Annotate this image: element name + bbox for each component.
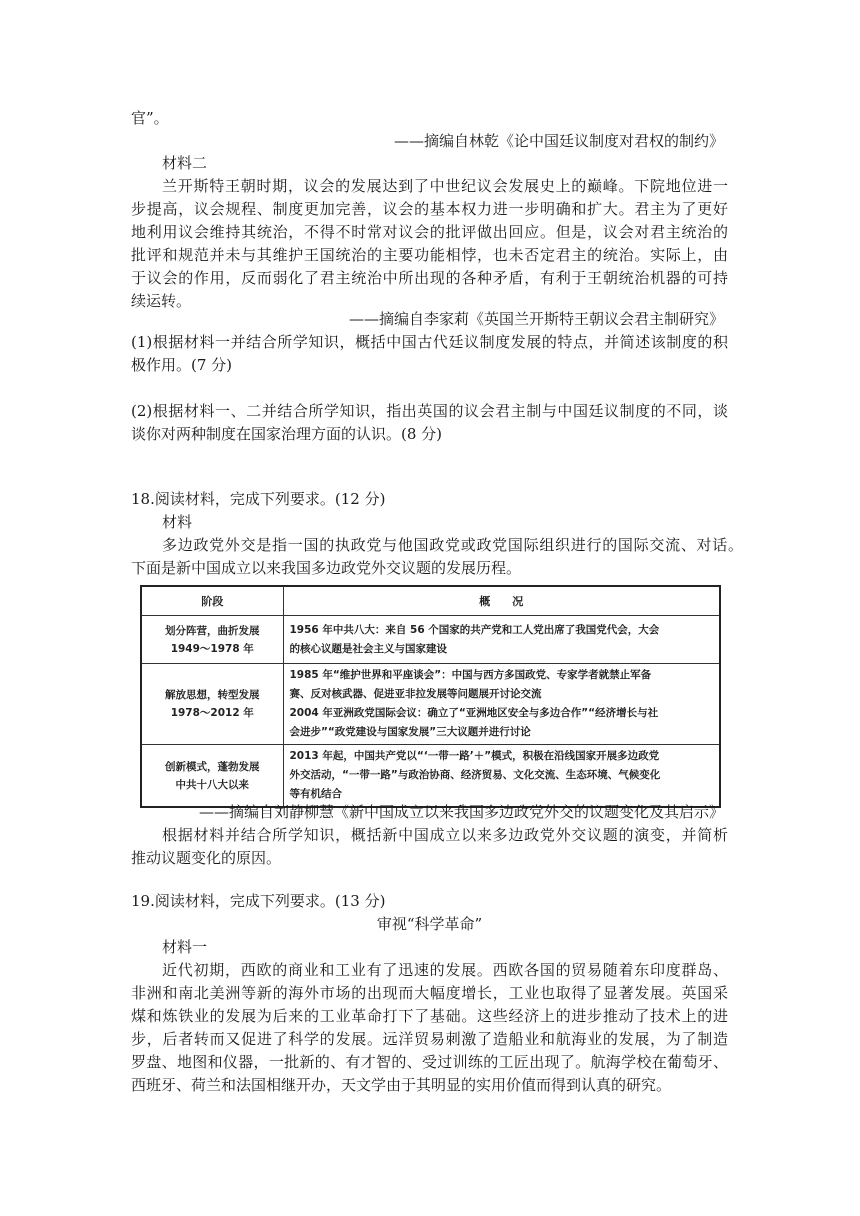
- question-18-intro-line: 多边政党外交是指一国的执政党与他国政党或政党国际组织进行的国际交流、对话。: [162, 536, 743, 554]
- overview-line: 1956 年中共八大：来自 56 个国家的共产党和工人党出席了我国党代会，大会: [289, 623, 660, 636]
- table-header-stage: 阶段: [141, 586, 283, 616]
- question-2-line: (2)根据材料一、二并结合所学知识，指出英国的议会君主制与中国廷议制度的不同，谈: [131, 402, 728, 420]
- material2-line: 兰开斯特王朝时期，议会的发展达到了中世纪议会发展史上的巅峰。下院地位进一: [162, 177, 728, 195]
- material2-line: 步提高，议会规程、制度更加完善，议会的基本权力进一步明确和扩大。君主为了更好: [131, 200, 728, 218]
- stage-period: 中共十八大以来: [175, 778, 249, 791]
- source-citation-1: ——摘编自林乾《论中国廷议制度对君权的制约》: [393, 132, 724, 150]
- question-19-line: 近代初期，西欧的商业和工业有了迅速的发展。西欧各国的贸易随着东印度群岛、: [162, 961, 728, 979]
- question-19-line: 煤和炼铁业的发展为后来的工业革命打下了基础。这些经济上的进步推动了技术上的进: [131, 1007, 728, 1025]
- stage-period: 1949～1978 年: [170, 642, 254, 655]
- question-19-line: 步，后者转而又促进了科学的发展。远洋贸易刺激了造船业和航海业的发展，为了制造: [131, 1030, 728, 1048]
- table-row: [141, 745, 720, 808]
- overview-line: 的核心议题是社会主义与国家建设: [289, 642, 447, 655]
- question-18-title: 18.阅读材料，完成下列要求。(12 分): [131, 490, 386, 508]
- overview-line: 2004 年亚洲政党国际会议：确立了“亚洲地区安全与多边合作”“经济增长与社: [289, 707, 659, 719]
- question-19-line: 非洲和南北美洲等新的海外市场的出现而大幅度增长，工业也取得了显著发展。英国采: [131, 984, 728, 1002]
- question-18-intro-line: 下面是新中国成立以来我国多边政党外交议题的发展历程。: [131, 559, 522, 577]
- overview-line: 外交活动，“一带一路”与政治协商、经济贸易、文化交流、生态环境、气候变化: [289, 769, 661, 781]
- overview-line: 2013 年起，中国共产党以“‘一带一路’＋”模式，积极在沿线国家开展多边政党: [289, 750, 660, 762]
- overview-line: 会进步”“政党建设与国家发展”三大议题并进行讨论: [289, 726, 531, 738]
- table-cell-overview: [283, 616, 720, 664]
- question-19-material-heading: 材料一: [162, 938, 208, 956]
- continuation-text: 官”。: [131, 109, 169, 127]
- overview-line: 1985 年“维护世界和平座谈会”：中国与西方多国政党、专家学者就禁止军备: [289, 669, 652, 681]
- party-diplomacy-table: [140, 585, 721, 808]
- table-cell-overview: [283, 664, 720, 745]
- source-citation-2: ——摘编自李家莉《英国兰开斯特王朝议会君主制研究》: [348, 310, 724, 328]
- question-19-title: 19.阅读材料，完成下列要求。(13 分): [131, 892, 386, 910]
- table-cell-stage: [141, 745, 283, 808]
- stage-period: 1978～2012 年: [170, 707, 254, 719]
- question-19-line: 西班牙、荷兰和法国相继开办，天文学由于其明显的实用价值而得到认真的研究。: [131, 1076, 672, 1094]
- material2-heading: 材料二: [162, 154, 208, 172]
- table-cell-stage: [141, 664, 283, 745]
- material2-line: 续运转。: [131, 292, 192, 310]
- table-row: [141, 616, 720, 664]
- question-19-line: 罗盘、地图和仪器，一批新的、有才智的、受过训练的工匠出现了。航海学校在葡萄牙、: [131, 1053, 728, 1071]
- stage-name: 划分阵营，曲折发展: [165, 624, 260, 637]
- material2-line: 批评和规范并未与其维护王国统治的主要功能相悖，也未否定君主的统治。实际上，由: [131, 246, 728, 264]
- table-cell-overview: [283, 745, 720, 808]
- question-1-line: (1)根据材料一并结合所学知识，概括中国古代廷议制度发展的特点，并简述该制度的积: [131, 333, 728, 351]
- table-row: [141, 664, 720, 745]
- question-18-material-heading: 材料: [162, 513, 193, 531]
- stage-name: 解放思想，转型发展: [165, 689, 260, 701]
- question-19-subtitle: 审视“科学革命”: [376, 915, 483, 933]
- question-18-task-line: 根据材料并结合所学知识，概括新中国成立以来多边政党外交议题的演变，并简析: [162, 826, 728, 844]
- overview-line: 赛、反对核武器、促进亚非拉发展等问题展开讨论交流: [289, 688, 542, 700]
- question-2-line: 谈你对两种制度在国家治理方面的认识。(8 分): [131, 425, 443, 443]
- material2-line: 地利用议会维持其统治，不得不时常对议会的批评做出回应。但是，议会对君主统治的: [131, 223, 728, 241]
- overview-line: 等有机结合: [289, 788, 342, 800]
- question-1-line: 极作用。(7 分): [131, 356, 233, 374]
- question-18-task-line: 推动议题变化的原因。: [131, 849, 282, 867]
- question-18-source: ——摘编自刘静柳慧《新中国成立以来我国多边政党外交的议题变化及其启示》: [198, 803, 724, 821]
- table-header-overview: 概 况: [283, 586, 720, 616]
- stage-name: 创新模式，蓬勃发展: [165, 760, 260, 773]
- table-header-row: [141, 586, 720, 616]
- material2-line: 于议会的作用，反而弱化了君主统治中所出现的各种矛盾，有利于王朝统治机器的可持: [131, 269, 728, 287]
- table-cell-stage: [141, 616, 283, 664]
